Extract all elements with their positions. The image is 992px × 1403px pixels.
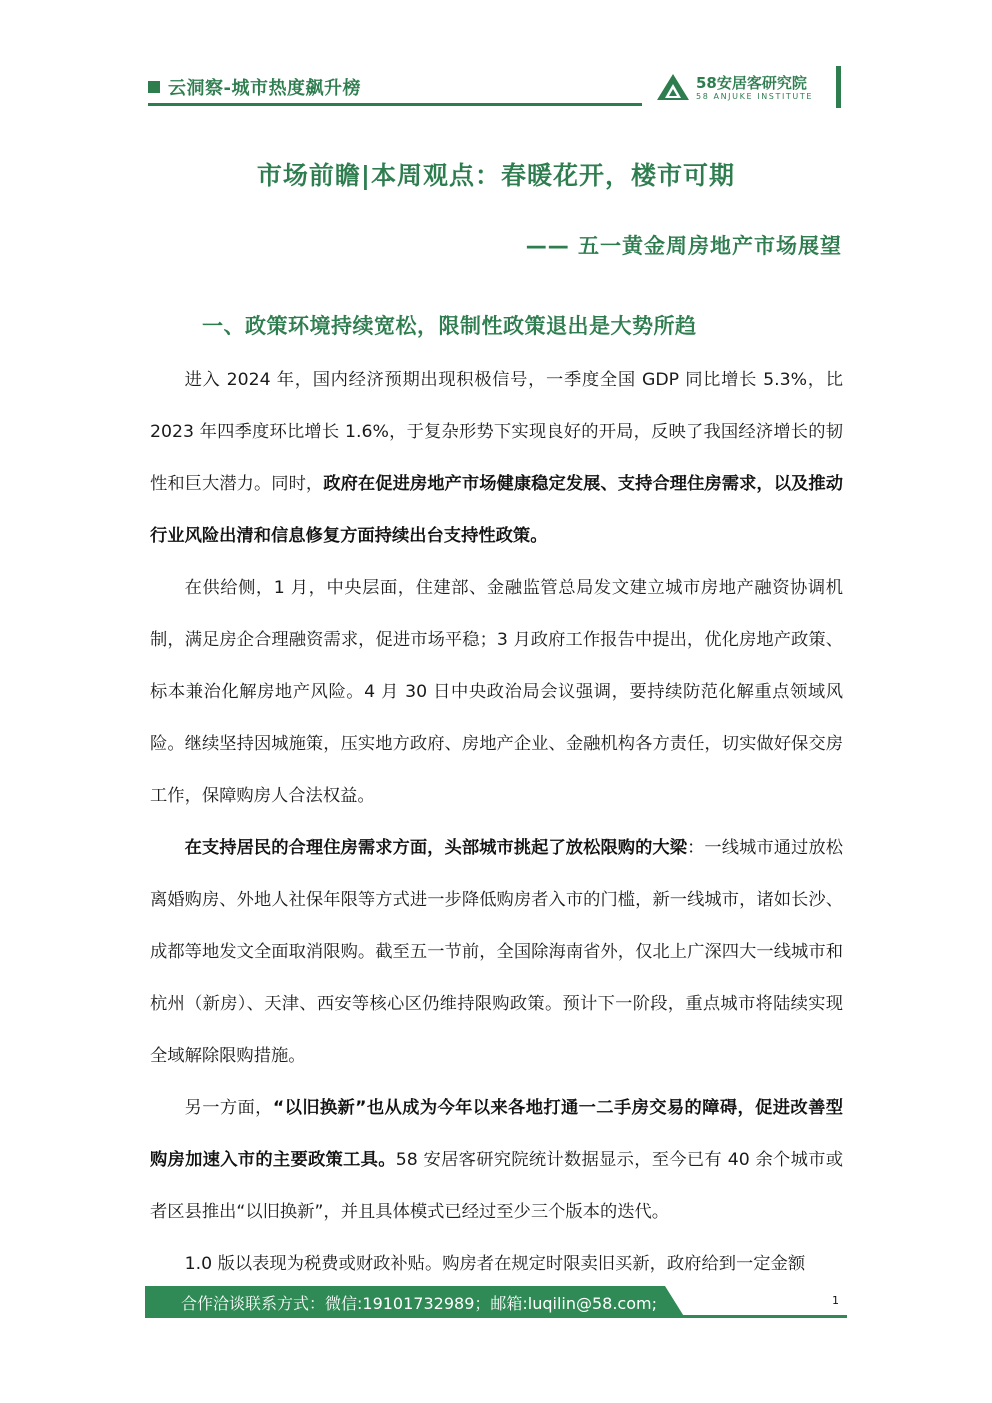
header-title: 云洞察-城市热度飙升榜 <box>168 78 361 99</box>
paragraph-text: 1.0 版以表现为税费或财政补贴。购房者在规定时限卖旧买新，政府给到一定金额 <box>184 1254 806 1274</box>
brand-name: 58安居客研究院 <box>696 74 807 92</box>
footer-contact-text: 合作洽谈联系方式：微信:19101732989；邮箱:luqilin@58.com; <box>181 1294 657 1313</box>
brand-subtitle: 58 ANJUKE INSTITUTE <box>696 92 813 101</box>
footer-contact-bar <box>145 1286 847 1318</box>
paragraph-bold-text: 政府在促进房地产市场健康稳定发展、支持合理住房需求，以及推动行业风险出清和信息修复方面持续出台支持性政策。 <box>150 474 843 546</box>
paragraph <box>150 822 843 1082</box>
paragraph <box>150 1238 843 1290</box>
paragraph <box>150 1082 843 1238</box>
paragraph-text: 58 安居客研究院统计数据显示，至今已有 40 余个城市或者区县推出“以旧换新”，并且具体模式已经过至少三个版本的迭代。 <box>150 1150 843 1222</box>
brand-accent-bar <box>836 66 841 108</box>
page-number: 1 <box>832 1294 839 1307</box>
brand-logo-block <box>656 68 846 108</box>
section-heading: 一、政策环境持续宽松，限制性政策退出是大势所趋 <box>202 314 697 338</box>
document-subtitle: —— 五一黄金周房地产市场展望 <box>525 234 842 258</box>
body-text <box>150 354 843 1290</box>
header-divider <box>148 103 642 106</box>
paragraph <box>150 562 843 822</box>
paragraph-bold-text: 在支持居民的合理住房需求方面，头部城市挑起了放松限购的大梁 <box>184 838 688 858</box>
report-header <box>148 70 642 106</box>
paragraph-text: 另一方面， <box>184 1098 273 1118</box>
paragraph-text: 在供给侧，1 月，中央层面，住建部、金融监管总局发文建立城市房地产融资协调机制，满足房企合理融资需求，促进市场平稳；3 月政府工作报告中提出，优化房地产政策、标本兼治化解房地产风险。4 月 30 日中央政治局会议强调，要持续防范化解重点领域风险。继续坚持因城施策，压实地方政府、房地产企业、金融机构各方责任，切实做好保交房工作，保障购房人合法权益。 <box>150 578 843 806</box>
anjuke-logo-icon <box>656 72 690 102</box>
paragraph-bold-text: “以旧换新”也从成为今年以来各地打通一二手房交易的障碍，促进改善型购房加速入市的主要政策工具。 <box>150 1098 843 1170</box>
paragraph <box>150 354 843 562</box>
paragraph-text: ：一线城市通过放松离婚购房、外地人社保年限等方式进一步降低购房者入市的门槛，新一线城市，诸如长沙、成都等地发文全面取消限购。截至五一节前，全国除海南省外，仅北上广深四大一线城市和杭州（新房）、天津、西安等核心区仍维持限购政策。预计下一阶段，重点城市将陆续实现全域解除限购措施。 <box>150 838 843 1066</box>
document-title: 市场前瞻|本周观点：春暖花开，楼市可期 <box>256 161 736 190</box>
paragraph-text: 进入 2024 年，国内经济预期出现积极信号，一季度全国 GDP 同比增长 5.3%，比 2023 年四季度环比增长 1.6%，于复杂形势下实现良好的开局，反映了我国经济增长的韧性和巨大潜力。同时， <box>150 370 843 494</box>
header-square-icon <box>148 81 160 93</box>
